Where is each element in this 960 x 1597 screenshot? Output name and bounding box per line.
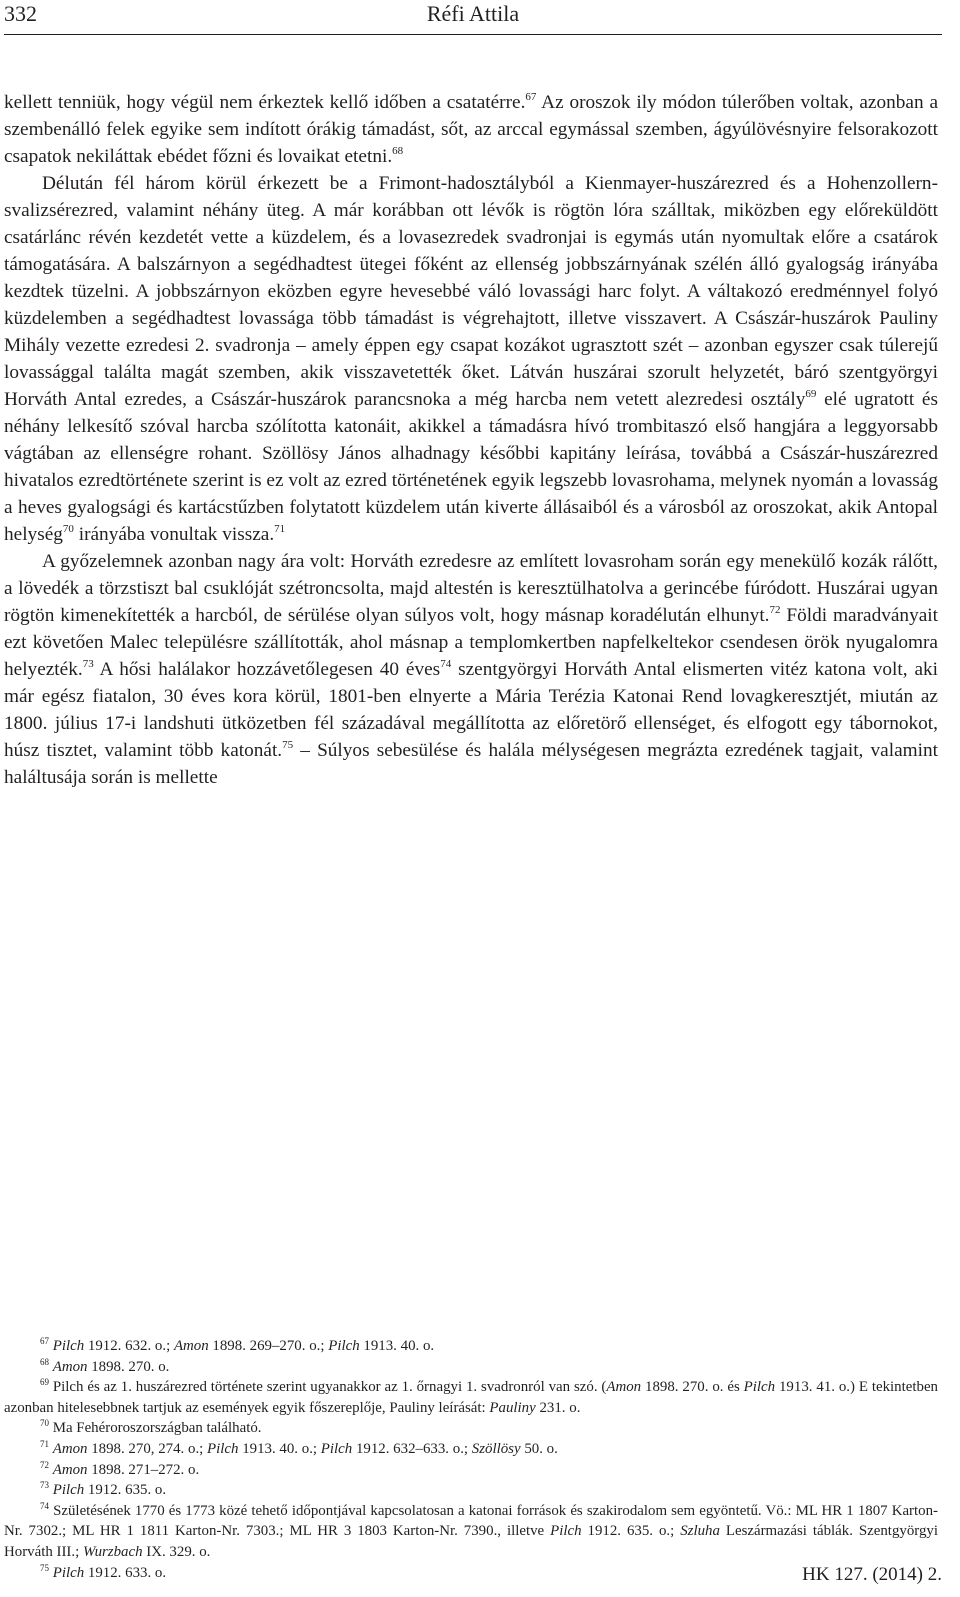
footnote [4,1418,938,1439]
italic-citation: Pilch [320,1440,353,1457]
text-run: 1898. 269–270. o.; [208,1338,329,1354]
footnote [4,1439,938,1460]
footnote [4,1501,938,1563]
text-run: 1912. 635. o.; [581,1523,681,1540]
note-reference: 72 [40,1459,49,1470]
text-run: 231. o. [535,1399,581,1416]
note-reference: 73 [40,1480,49,1491]
running-head: Réfi Attila [426,1,520,26]
footnote [4,1480,938,1501]
italic-citation: Pilch [550,1523,582,1540]
text-run: irányába vonultak vissza. [73,524,275,545]
text-run: A győzelemnek azonban nagy ára volt: Horváth ezredesre az említett lovasroham során egy menekülő kozák rálőtt, a lövedék a törzstiszt bal csuklóját szétroncsolta, majd altestén is keresztülhatolva a gerincébe fúródott. Huszárai ugyan rögtön kimenekítették a harcból, de sérülése olyan súlyos volt, hogy másnap koradélután elhunyt. [4,551,938,626]
text-run: IX. 329. o. [142,1543,211,1560]
note-reference: 69 [805,388,817,400]
italic-citation: Pilch [207,1440,239,1457]
italic-citation: Amon [173,1338,209,1354]
text-run: Leszármazási táblák. Szentgyörgyi Horváth III.; [4,1523,939,1560]
italic-citation: Amon [606,1379,642,1396]
text-run: A hősi halálakor hozzávetőlegesen 40 éves [93,659,441,680]
note-reference: 68 [392,145,404,157]
text-run: 1913. 40. o. [359,1338,435,1354]
body-text [4,89,938,791]
text-run: 1913. 40. o.; [238,1440,321,1457]
note-reference: 74 [40,1500,49,1511]
italic-citation: Pilch [52,1338,85,1354]
text-run: kellett tenniük, hogy végül nem érkeztek kellő időben a csatatérre. [4,92,526,113]
text-run: Születésének 1770 és 1773 közé tehető időpontjával kapcsolatosan a katonai források és szakirodalom sem egyöntetű. Vö.: ML HR 1 1807 Karton-Nr. 7302.; ML HR 1 1811 Karton-Nr. 7303.; ML HR 3 1803 Karton-Nr. 7390., illetve [4,1502,938,1540]
journal-citation: HK 127. (2014) 2. [802,1564,942,1585]
note-reference: 75 [40,1562,49,1573]
text-run: 1912. 632–633. o.; [352,1440,472,1457]
note-reference: 75 [282,739,294,751]
text-run: elé ugratott és néhány lelkesítő szóval harcba szólította katonáit, akikkel a támadásra hívó trombitaszó első hangjára a leggyorsabb vágtában az ellenségre rohant. Szöllösy János alhadnagy későbbi kapitány leírása, továbbá a Császár-huszárezred hivatalos ezredtörténete szerint is ez volt az ezred történetének egyik legszebb lovasrohama, melynek nyomán a lovasság a heves gyalogsági és kartácstűzben folytatott küzdelem után kiverte állásaiból és a városból az oroszokat, akik Antopal helység [4,389,938,545]
text-run: szentgyörgyi Horváth Antal elismerten vitéz katona volt, aki már egész fiatalon, 30 éves kora körül, 1801-ben elnyerte a Mária Terézia Katonai Rend lovagkeresztjét, miután az 1800. július 17-i landshuti ütközetben fél századával megállította az előretörő ellenséget, és elfogott egy tábornokot, húsz tisztet, valamint több katonát. [4,659,938,761]
note-reference: 72 [769,604,781,616]
italic-citation: Szluha [680,1523,720,1540]
text-run: 1912. 635. o. [84,1482,167,1499]
page-header [4,0,942,35]
footnote [4,1563,938,1584]
italic-citation: Amon [52,1358,88,1375]
note-reference: 67 [525,91,537,103]
paragraph [4,170,938,548]
paragraph [4,548,938,791]
text-run: 1898. 270. o. és [641,1379,744,1396]
italic-citation: Pilch [743,1379,776,1396]
italic-citation: Wurzbach [82,1543,143,1560]
note-reference: 71 [40,1438,49,1449]
footnote [4,1460,938,1481]
footnote [4,1336,938,1357]
text-run: Pilch és az 1. huszárezred története szerint ugyanakkor az 1. őrnagyi 1. svadronról van szó. ( [49,1379,607,1396]
text-run: 1898. 271–272. o. [87,1461,200,1478]
italic-citation: Amon [52,1461,88,1478]
note-reference: 68 [40,1356,49,1367]
note-reference: 70 [62,523,74,535]
text-run: 1912. 632. o.; [84,1338,174,1354]
text-run: 1913. 41. o.) E tekintetben azonban hitelesebbnek tartjuk az események egyik főszereplője, Pauliny leírását: [4,1379,938,1416]
text-run: 50. o. [520,1440,558,1457]
italic-citation: Amon [52,1440,88,1457]
note-reference: 69 [40,1377,49,1388]
italic-citation: Pauliny [489,1399,536,1416]
footnote [4,1357,938,1378]
italic-citation: Pilch [52,1564,85,1581]
note-reference: 70 [40,1418,49,1429]
note-reference: 67 [40,1336,49,1346]
italic-citation: Szöllösy [471,1440,521,1457]
text-run: Ma Fehéroroszországban található. [49,1420,262,1437]
text-run: Földi maradványait ezt követően Malec településre szállították, ahol másnap a templomkertben napfelkeltekor csendesen örök nyugalomra helyezték. [4,605,938,680]
text-run: 1898. 270. o. [87,1358,170,1375]
note-reference: 71 [274,523,286,535]
text-run: Az oroszok ily módon túlerőben voltak, azonban a szembenálló felek egyike sem indított órákig támadást, sőt, az arccal egymással szemben, ágyúlövésnyire felsorakozott csapatok nekiláttak ebédet főzni és lovaikat etetni. [4,92,938,167]
text-run: – Súlyos sebesülése és halála mélységesen megrázta ezredének tagjait, valamint haláltusája során is mellette [4,740,938,788]
paragraph [4,89,938,170]
italic-citation: Pilch [328,1338,360,1354]
text-run: 1912. 633. o. [84,1564,167,1581]
note-reference: 74 [440,658,452,670]
footnotes [4,1336,938,1583]
text-run: 1898. 270, 274. o.; [87,1440,208,1457]
note-reference: 73 [82,658,94,670]
text-run: Délután fél három körül érkezett be a Frimont-hadosztályból a Kienmayer-huszárezred és a Hohenzollern-svalizsérezred, valamint néhány üteg. A már korábban ott lévők is rögtön lóra szálltak, miközben egy előreküldött csatárlánc révén kezdetét vette a küzdelem, és a lovasezredek svadronjai is egymás után nyomultak előre a csatárok támogatására. A balszárnyon a segédhadtest ütegei főként az ellenség jobbszárnyának szélén álló gyalogság irányába kezdtek tüzelni. A jobbszárnyon eközben egyre hevesebbé váló lovassági harc folyt. A váltakozó eredménnyel folyó küzdelemben a segédhadtest lovassága több támadást is végrehajtott, illetve visszavert. A Császár-huszárok Pauliny Mihály vezette ezredesi 2. svadronja – amely éppen egy csapat kozákot ugrasztott szét – azonban egyszer csak túlerejű lovassággal találta magát szemben, akik visszavetették őket. Látván huszárai szorult helyzetét, báró szentgyörgyi Horváth Antal ezredes, a Császár-huszárok parancsnoka a még harcba nem vetett alezredesi osztály [4,173,938,410]
page-number: 332 [4,1,37,26]
italic-citation: Pilch [52,1482,85,1499]
footnote [4,1377,938,1418]
